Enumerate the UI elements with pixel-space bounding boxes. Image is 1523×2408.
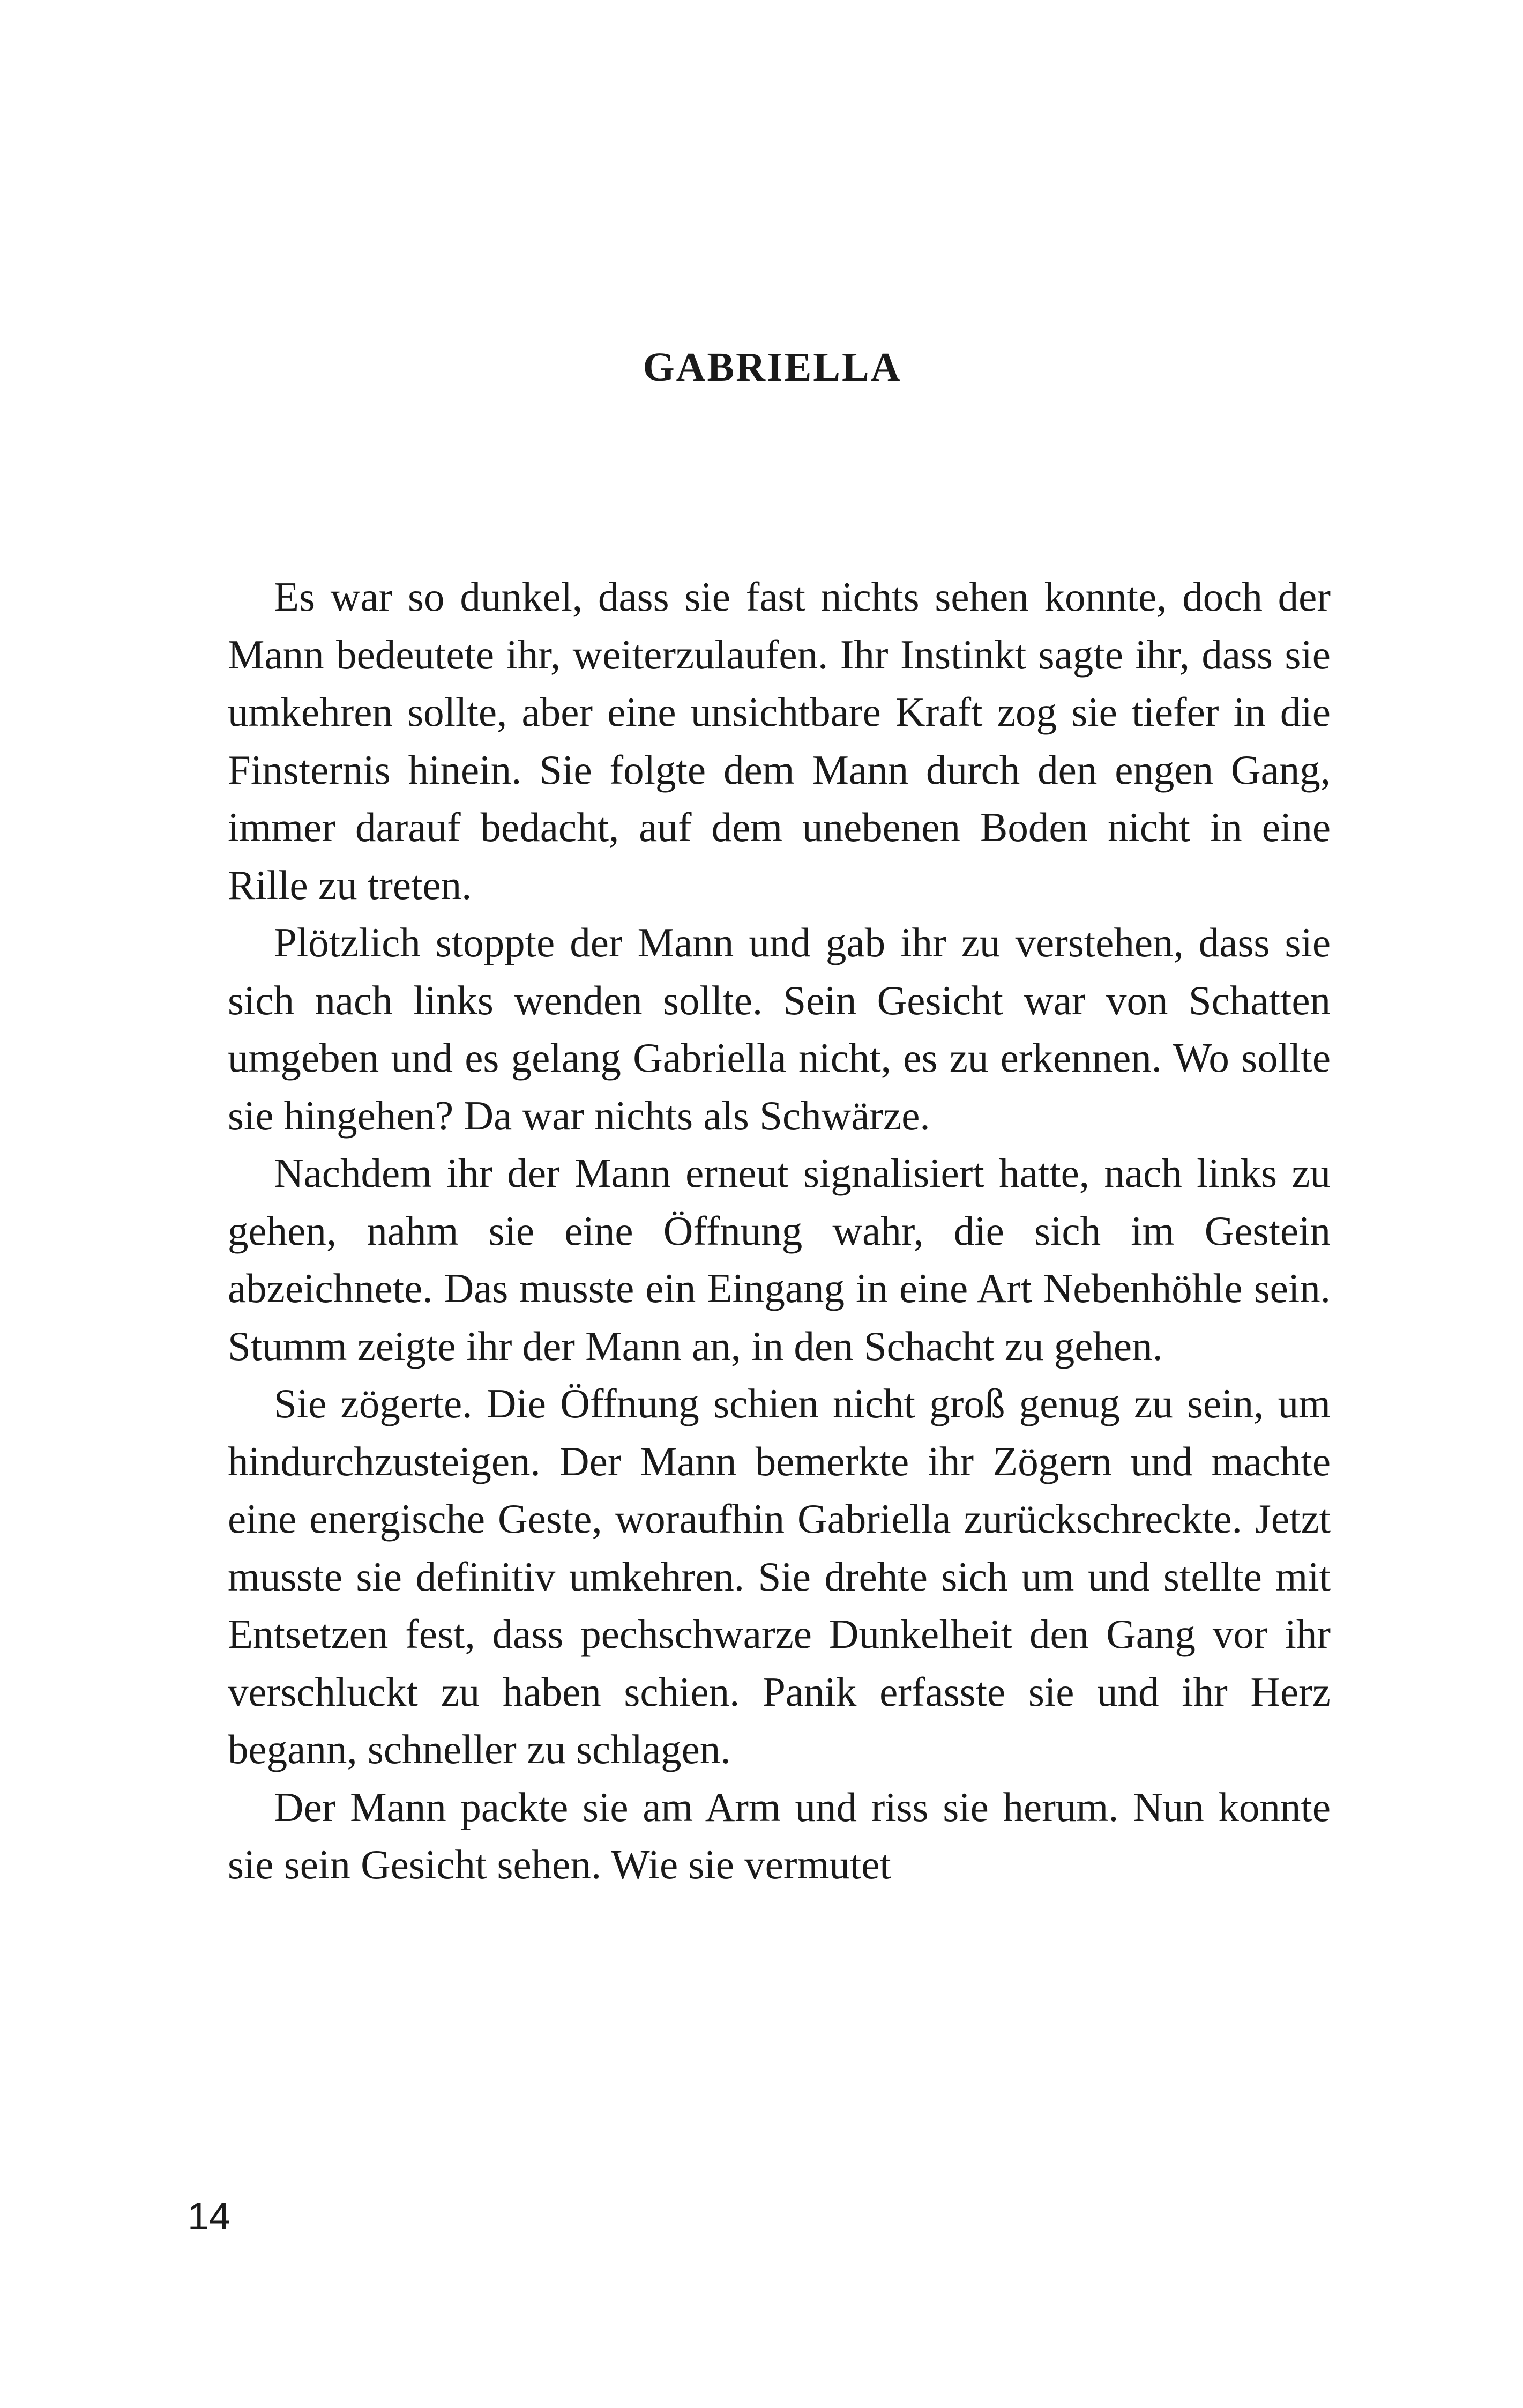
paragraph: Nachdem ihr der Mann erneut signalisiert hatte, nach links zu gehen, nahm sie eine Öffnung wahr, die sich im Gestein abzeichnete. Das musste ein Eingang in eine Art Nebenhöhle sein. Stumm zeigte ihr der Mann an, in den Schacht zu gehen. (228, 1150, 1331, 1369)
page-number: 14 (188, 2195, 231, 2238)
chapter-title: GABRIELLA (643, 345, 902, 390)
paragraph: Sie zögerte. Die Öffnung schien nicht groß genug zu sein, um hindurchzusteigen. Der Mann bemerkte ihr Zögern und machte eine energische Geste, woraufhin Gabriella zurückschreckte. Jetzt musste sie definitiv umkehren. Sie drehte sich um und stellte mit Entsetzen fest, dass pechschwarze Dunkelheit den Gang vor ihr verschluckt zu haben schien. Panik erfasste sie und ihr Herz begann, schneller zu schlagen. (228, 1380, 1331, 1772)
body-text (228, 568, 1331, 1894)
paragraph: Es war so dunkel, dass sie fast nichts sehen konnte, doch der Mann bedeutete ihr, weiterzulaufen. Ihr Instinkt sagte ihr, dass sie umkehren sollte, aber eine unsichtbare Kraft zog sie tiefer in die Finsternis hinein. Sie folgte dem Mann durch den engen Gang, immer darauf bedacht, auf dem unebenen Boden nicht in eine Rille zu treten. (228, 574, 1331, 908)
paragraph: Der Mann packte sie am Arm und riss sie herum. Nun konnte sie sein Gesicht sehen. Wie sie vermutet (228, 1783, 1331, 1887)
paragraph: Plötzlich stoppte der Mann und gab ihr zu verstehen, dass sie sich nach links wenden sollte. Sein Gesicht war von Schatten umgeben und es gelang Gabriella nicht, es zu erkennen. Wo sollte sie hingehen? Da war nichts als Schwärze. (228, 919, 1331, 1139)
